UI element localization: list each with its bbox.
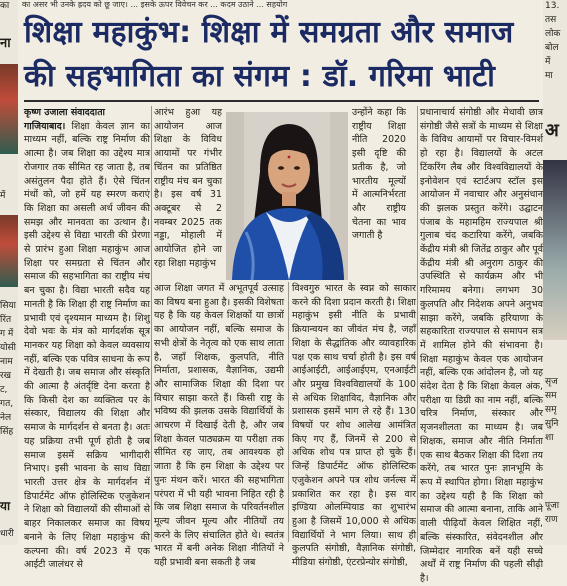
left-adjacent-column (0, 0, 18, 545)
bleed-text: में (545, 57, 551, 67)
bleed-text: सम (545, 391, 557, 401)
bleed-text: ना (0, 36, 11, 51)
bleed-text: ट, (0, 385, 8, 395)
article-column-3-top (352, 106, 406, 270)
article-text: प्रधानाचार्य संगोष्ठी और मेधावी छात्र संगोष्ठी जैसे सत्रों के माध्यम से शिक्षा के विविध आयामों पर विचार-विमर्श हो रहा है। विद्यालयों के अटल टिंकरिंग लैब और विश्वविद्यालयों के इनोवेशन एवं स्टार्टअप स्टॉल इस आयोजन में नवाचार और अनुसंधान की झलक प्रस्तुत करेंगे। उद्घाटन पंजाब के महामहिम राज्यपाल श्री गुलाब चंद कटारिया करेंगे, जबकि केंद्रीय मंत्री श्री जितेंद्र ठाकुर और पूर्व केंद्रीय मंत्री श्री अनुराग ठाकुर की उपस्थिति से कार्यक्रम और भी गरिमामय बनेगा। लगभग 30 कुलपति और निदेशक अपने अनुभव साझा करेंगे, जबकि हरियाणा के सहकारिता राज्यपाल से समापन सत्र में शामिल होने की संभावना है। शिक्षा महाकुंभ केवल एक आयोजन नहीं, बल्कि एक आंदोलन है, जो यह संदेश देता है कि शिक्षा केवल अंक, परीक्षा या डिग्री का नाम नहीं, बल्कि चरित्र निर्माण, संस्कार और सृजनशीलता का माध्यम है। जब शिक्षक, समाज और नीति निर्माता एक साथ बैठकर शिक्षा की दिशा तय करेंगे, तब भारत पुनः ज्ञानभूमि के रूप में स्थापित होगा। शिक्षा महाकुंभ का उद्देश्य यही है कि शिक्षा को समाज की आत्मा बनाना, ताकि आने वाली पीढ़ियाँ केवल शिक्षित नहीं, बल्कि संस्कारित, संवेदनशील और जिम्मेदार नागरिक बनें यही सच्चे अर्थों में राष्ट्र निर्माण की पहली सीढ़ी है। (420, 107, 543, 584)
bleed-text: सुनि (545, 419, 559, 429)
bleed-text: 13. (545, 1, 560, 11)
article-column-4 (420, 106, 543, 584)
bleed-text: पूजा (545, 501, 560, 511)
article-text: उन्होंने कहा कि राष्ट्रीय शिक्षा नीति 2020 इसी दृष्टि की प्रतीक है, जो भारतीय मूल्यों में आत्मनिर्भरता और राष्ट्रीय चेतना का भाव जगाती है (352, 107, 406, 242)
article-text: आरंभ हुआ यह आयोजन आज शिक्षा के विविध आयामों पर गंभीर चिंतन का प्रतिष्ठित राष्ट्रीय मंच बन चुका है। इस वर्ष 31 अक्टूबर से 2 नवम्बर 2025 तक नड्डा, मोहाली में आयोजित होने जा रहा शिक्षा महाकुंभ (154, 107, 222, 269)
bleed-text: या (0, 499, 11, 513)
bleed-photo (0, 215, 18, 287)
top-strip-text: का असर भी उनके ह्रदय को छू जाए। ... इसके ऊपर विवेचन कर ... कदम उठाने ... सहयोग (22, 0, 288, 9)
article-text: शिक्षा केवल ज्ञान का माध्यम नहीं, बल्कि राष्ट्र निर्माण की आत्मा है। जब शिक्षा का उद्देश्य मात्र रोजगार तक सीमित रह जाता है, तब असंतुलन पैदा होते हैं। ऐसे चिंतन मंथों को, जो हमें यह स्मरण कराएं कि शिक्षा का असली अर्थ जीवन की समझ और मानवता का उत्थान है। इसी उद्देश्य से विद्या भारती की प्रेरणा से प्रारंभ हुआ शिक्षा महाकुंभ आज शिक्षा पर समग्रता से चिंतन और समाज की सहभागिता का राष्ट्रीय मंच बन चुका है। विद्या भारती सदैव यह मानती है कि शिक्षा ही राष्ट्र निर्माण का प्रभावी एवं दृश्यमान माध्यम है। शिशु देवो भवः के मंत्र को मार्गदर्शक सूत्र मानकर यह शिक्षा को केवल व्यवसाय नहीं, बल्कि एक पवित्र साधना के रूप में देखती है। जब समाज और संस्कृति की आत्मा है अंतर्दृष्टि देना करता है कि किसी देश का व्यक्तित्व पर के संस्कार, विद्यालय की शिक्षा और समाज के मार्गदर्शन से बनता है। अतः यह प्रक्रिया तभी पूर्ण होती है जब समाज इसमें सक्रिय भागीदारी निभाए। इसी भावना के साथ विद्या भारती उत्तर क्षेत्र के मार्गदर्शन में डिपार्टमेंट ऑफ होलिस्टिक एजुकेशन ने शिक्षा को विद्यालयों की सीमाओं से बाहर निकालकर समाज का विषय बनाने के लिए शिक्षा महाकुंभ की कल्पना की। वर्ष 2023 में एक आईटी जालंधर से (24, 120, 150, 571)
headline-line-1: शिक्षा महाकुंभ: शिक्षा में समग्रता और समाज (24, 15, 514, 50)
bleed-text: रिंत (0, 315, 12, 325)
bleed-text: रख (0, 371, 12, 381)
bleed-text: शा (545, 433, 554, 443)
column-divider (151, 106, 152, 542)
bleed-photo (543, 160, 567, 340)
bleed-text: योसी (0, 343, 16, 353)
bleed-text: तस (545, 15, 557, 25)
bleed-text: राण (545, 515, 558, 525)
bleed-text: में (0, 191, 6, 201)
bleed-text: मा (545, 71, 553, 81)
article-text: आज शिक्षा जगत में अभूतपूर्व उत्साह का विषय बना हुआ है। इसकी विशेषता यह है कि यह केवल शिक्षकों या छात्रों का आयोजन नहीं, बल्कि समाज के सभी क्षेत्रों के नेतृत्व को एक साथ लाता है, जहाँ शिक्षक, कुलपति, नीति निर्माता, प्रशासक, वैज्ञानिक, उद्यमी और सामाजिक शिक्षा की दिशा पर विचार साझा करते हैं। किसी राष्ट्र के भविष्य की झलक उसके विद्यार्थियों के आचरण में दिखाई देती है, और जब शिक्षा केवल पाठ्यक्रम या परीक्षा तक सीमित रह जाए, तब आवश्यक हो जाता है कि हम शिक्षा के उद्देश्य पर पुनः मंथन करें। भारत की सहभागिता परंपरा में भी यही भावना निहित रही है कि जब शिक्षा समाज के परिवर्तनशील मूल्य जीवन मूल्य और नीतियों तय करने के लिए संचालित होते थे। स्वतंत्र भारत में बनी अनेक शिक्षा नीतियों ने यही प्रभावी बना सकती है जब (154, 283, 284, 569)
column-divider (288, 282, 289, 542)
bleed-text: का (0, 1, 10, 11)
article-column-1 (24, 106, 150, 571)
bleed-text: गत, (0, 399, 14, 409)
woman-portrait-image (226, 112, 348, 280)
bleed-text: नाम (0, 357, 13, 367)
bleed-text: नेल (0, 413, 12, 423)
bleed-text: ग में (0, 329, 14, 339)
bleed-text: बोल (545, 43, 559, 53)
bleed-text: सिया (0, 301, 16, 311)
headline-line-2: की सहभागिता का संगम : डॉ. गरिमा भाटी (24, 59, 496, 94)
bleed-text: अ (545, 120, 559, 141)
byline-author: कृष्ण उजाला संवाददाता (24, 107, 105, 118)
bleed-text: सिंह (0, 427, 14, 437)
bleed-photo (0, 64, 18, 154)
bleed-text: लोक (545, 29, 561, 39)
article-column-2-top (154, 106, 222, 274)
column-divider (417, 106, 418, 542)
bleed-text: धारी (0, 529, 14, 539)
bleed-text: समृ (545, 405, 557, 415)
article-column-3-bottom (292, 282, 416, 569)
article-column-2-bottom (154, 282, 284, 569)
right-adjacent-column (543, 0, 567, 545)
bleed-text: सृज (545, 377, 558, 387)
author-photo (226, 112, 348, 280)
headline-rule (24, 100, 539, 102)
article-text: विश्वगुरु भारत के स्वप्न को साकार करने की दिशा प्रदान करती है। शिक्षा महाकुंभ इसी नीति के प्रभावी क्रियान्वयन का जीवंत मंच है, जहाँ शिक्षा के सैद्धांतिक और व्यावहारिक पक्ष एक साथ चर्चा होती है। इस वर्ष आईआईटी, आईआईएम, एनआईटी और प्रमुख विश्वविद्यालयों के 100 से अधिक शिक्षाविद, वैज्ञानिक और प्रशासक इसमें भाग ले रहे हैं। 130 विषयों पर शोध आलेख आमंत्रित किए गए हैं, जिनमें से 200 से अधिक शोध पत्र प्राप्त हो चुके हैं। जिन्हें डिपार्टमेंट ऑफ होलिस्टिक एजुकेशन अपने पत्र शोध जर्नल्स में प्रकाशित कर रहा है। इस वार इण्डिया ओलम्पियाड का शुभारंभ हुआ है जिसमें 10,000 से अधिक विद्यार्थियों ने भाग लिया। साथ ही कुलपति संगोष्ठी, वैज्ञानिक संगोष्ठी, मीडिया संगोष्ठी, एंटरप्रेन्योर संगोष्ठी, (292, 283, 416, 569)
byline-place: गाजियाबाद। (24, 120, 66, 132)
